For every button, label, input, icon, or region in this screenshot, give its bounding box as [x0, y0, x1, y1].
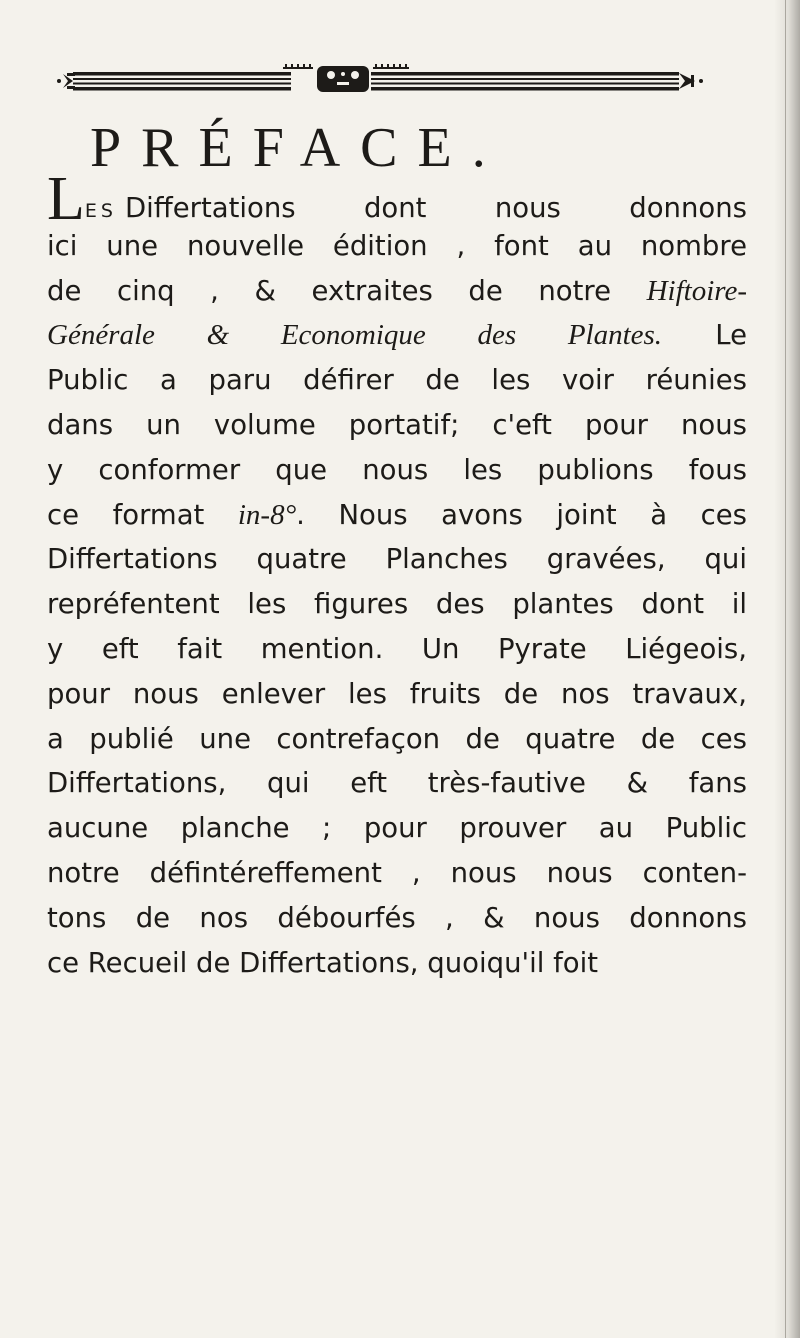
- text-line-segment: dans un volume portatif; c'eft pour nous: [47, 408, 747, 441]
- text-line-segment: a publié une contrefaçon de quatre de ces: [47, 722, 747, 755]
- page-edge-line: [785, 0, 786, 1338]
- text-line-segment: aucune planche ; pour prouver au Public: [47, 812, 747, 845]
- text-line: [47, 627, 747, 672]
- text-line: [47, 672, 747, 717]
- text-line: [47, 224, 747, 269]
- first-word-small-caps: ES: [84, 200, 117, 222]
- text-line: [47, 313, 747, 358]
- ornamental-header-band: [55, 64, 705, 94]
- drop-cap: L: [47, 165, 85, 233]
- text-line: [47, 851, 747, 896]
- text-line-segment: Le: [662, 319, 747, 352]
- text-line-segment: y conformer que nous les publions fous: [47, 453, 747, 486]
- text-line: [47, 806, 747, 851]
- text-line: [47, 403, 747, 448]
- page-edge-shadow: [774, 0, 800, 1338]
- text-line-segment: repréfentent les figures des plantes dont il: [47, 588, 747, 621]
- text-line-segment: Differtations dont nous donnons: [124, 192, 747, 224]
- text-line-segment: Differtations quatre Planches gravées, qui: [47, 543, 747, 576]
- preface-text: [47, 165, 747, 985]
- text-line: [47, 761, 747, 806]
- text-line: [47, 582, 747, 627]
- text-line-segment: Differtations, qui eft très-fautive & fans: [47, 767, 747, 800]
- format-italic: in-8°: [237, 498, 297, 531]
- text-line: [47, 358, 747, 403]
- text-line: [47, 448, 747, 493]
- book-title-italic: Générale & Economique des Plantes.: [47, 319, 663, 352]
- text-line-segment: ici une nouvelle édition , font au nombre: [47, 229, 747, 262]
- text-line: [47, 896, 747, 941]
- book-title-italic: Hiftoire-: [646, 274, 747, 307]
- text-line-segment: y eft fait mention. Un Pyrate Liégeois,: [47, 632, 747, 665]
- text-line-segment: . Nous avons joint à ces: [296, 498, 747, 531]
- text-line-segment: ce Recueil de Differtations, quoiqu'il foit: [47, 946, 599, 979]
- text-line-segment: pour nous enlever les fruits de nos travaux,: [47, 677, 747, 710]
- page-title: PRÉFACE.: [90, 117, 506, 179]
- text-line-segment: ce format: [47, 498, 238, 531]
- text-line: [47, 941, 747, 986]
- text-line: [47, 537, 747, 582]
- text-line: [47, 717, 747, 762]
- text-line: [47, 269, 747, 314]
- text-line-segment: Public a paru défirer de les voir réunies: [47, 364, 747, 397]
- text-line-segment: tons de nos débourfés , & nous donnons: [47, 901, 747, 934]
- text-line-segment: de cinq , & extraites de notre: [47, 274, 647, 307]
- text-line: [47, 165, 747, 233]
- text-line-segment: notre défintéreffement , nous nous conten-: [47, 856, 747, 889]
- text-line: [47, 493, 747, 538]
